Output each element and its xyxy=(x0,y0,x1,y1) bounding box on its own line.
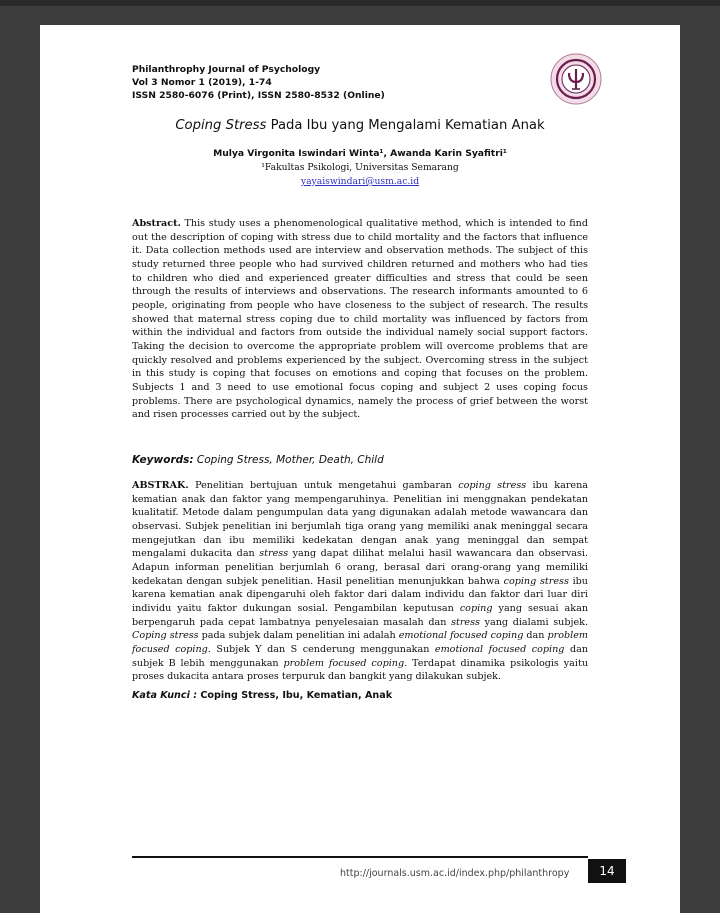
keywords-line xyxy=(132,454,384,466)
footer-divider xyxy=(132,856,588,858)
abstrak-text: yang sesuai akan berpengaruh pada cepat lambatnya penyelesaian masalah dan xyxy=(132,602,588,628)
abstrak-italic-term: coping stress xyxy=(458,480,527,491)
page-number-badge: 14 xyxy=(588,859,626,883)
kata-kunci-label: Kata Kunci : xyxy=(132,690,198,701)
abstrak-text: ibu karena kematian anak dipengaruhi oleh faktor dari dalam individu dan faktor dari luar diri individu yaitu faktor dukungan sosial. Pengambilan keputusan xyxy=(132,575,588,614)
journal-name: Philanthrophy Journal of Psychology xyxy=(132,64,321,75)
abstract-english-label: Abstract. xyxy=(132,218,181,229)
abstrak-italic-term: emotional focused coping xyxy=(434,643,565,655)
abstract-indonesian xyxy=(132,479,588,684)
abstract-english-text: This study uses a phenomenological qualitative method, which is intended to find out the description of coping with stress due to child mortality and the factors that influence it. Data collection methods used are interview and observation methods. The subject of this study returned three people who had survived children returned and mothers who had ties to children who died and experienced greater difficulties and stress that could be seen through the results of interviews and observations. The research informants amounted to 6 people, originating from people who have closeness to the subject of research. The results showed that maternal stress coping due to child mortality was influenced by factors from within the individual and factors from outside the individual namely social support factors. Taking the decision to overcome the appropriate problem will overcome problems that are quickly resolved and problems experienced by the subject. Overcoming stress in the subject in this study is coping that focuses on emotions and coping that focuses on the problem. Subjects 1 and 3 need to use emotional focus coping and subject 2 uses coping focus problems. There are psychological dynamics, namely the process of grief between the worst and risen processes carried out by the subject. xyxy=(132,218,588,421)
author-affiliation: ¹Fakultas Psikologi, Universitas Semarang xyxy=(261,162,459,173)
abstrak-text: Penelitian bertujuan untuk mengetahui gambaran xyxy=(188,480,459,491)
abstrak-text: yang dialami subjek. xyxy=(479,616,588,628)
abstrak-text: yang dapat dilihat melalui hasil wawancara dan observasi. Adapun informan penelitian berjumlah 6 orang, berasal dari orang-orang yang memiliki kedekatan dengan subjek penelitian. Hasil penelitian menunjukkan bahwa xyxy=(132,548,588,587)
keywords-label: Keywords: xyxy=(132,454,194,466)
university-seal-logo xyxy=(550,53,602,105)
author-email[interactable]: yayaiswindari@usm.ac.id xyxy=(300,176,420,187)
journal-volume: Vol 3 Nomor 1 (2019), 1-74 xyxy=(132,77,272,88)
abstrak-italic-term: emotional focused coping xyxy=(398,630,524,642)
abstrak-text: ibu karena kematian anak dan faktor yang mempengaruhinya. Penelitian ini menggnakan pendekatan kualitatif. Metode dalam pengumpulan data yang digunakan adalah metode wawancara dan observasi. Subjek penelitian ini berjumlah tiga orang yang memiliki anak meninggal secara mengejutkan dan ibu memiliki kedekatan dengan anak yang meninggal dan sempat mengalami dukacita dan xyxy=(132,480,588,560)
paper-title-italic: Coping Stress xyxy=(175,118,267,133)
journal-issn: ISSN 2580-6076 (Print), ISSN 2580-8532 (Online) xyxy=(132,90,385,101)
abstrak-text: . Subjek Y dan S cenderung menggunakan xyxy=(207,643,435,655)
kata-kunci-text: Coping Stress, Ibu, Kematian, Anak xyxy=(197,690,393,701)
footer-url: http://journals.usm.ac.id/index.php/philanthropy xyxy=(340,868,570,879)
abstrak-text: dan subjek B lebih menggunakan xyxy=(132,643,589,669)
paper-authors: Mulya Virgonita Iswindari Winta¹, Awanda Karin Syafitri¹ xyxy=(213,148,507,159)
paper-title xyxy=(40,118,680,133)
abstrak-italic-term: coping xyxy=(459,602,493,614)
abstrak-text: dan xyxy=(523,630,548,642)
abstrak-italic-term: stress xyxy=(451,616,480,628)
paper-title-rest: Pada Ibu yang Mengalami Kematian Anak xyxy=(266,118,545,133)
keywords-text: Coping Stress, Mother, Death, Child xyxy=(193,454,384,466)
abstrak-label: ABSTRAK. xyxy=(132,480,189,491)
author-email-link[interactable] xyxy=(40,176,680,187)
abstrak-text: . Terdapat dinamika psikologis yaitu proses dukacita antara proses terpuruk dan bangkit yang dilakukan subjek. xyxy=(132,657,588,683)
abstrak-text: pada subjek dalam penelitian ini adalah xyxy=(198,630,399,642)
kata-kunci-line xyxy=(132,690,392,701)
viewer-top-bar xyxy=(0,0,720,6)
pdf-page xyxy=(40,25,680,913)
abstrak-italic-term: stress xyxy=(259,548,289,560)
abstrak-italic-term: coping stress xyxy=(503,575,569,587)
abstrak-italic-term: Coping stress xyxy=(132,630,199,642)
abstrak-italic-term: problem focused coping xyxy=(132,630,589,655)
abstract-english xyxy=(132,217,588,422)
journal-header xyxy=(132,63,385,102)
abstrak-italic-term: problem focused coping xyxy=(283,657,405,669)
